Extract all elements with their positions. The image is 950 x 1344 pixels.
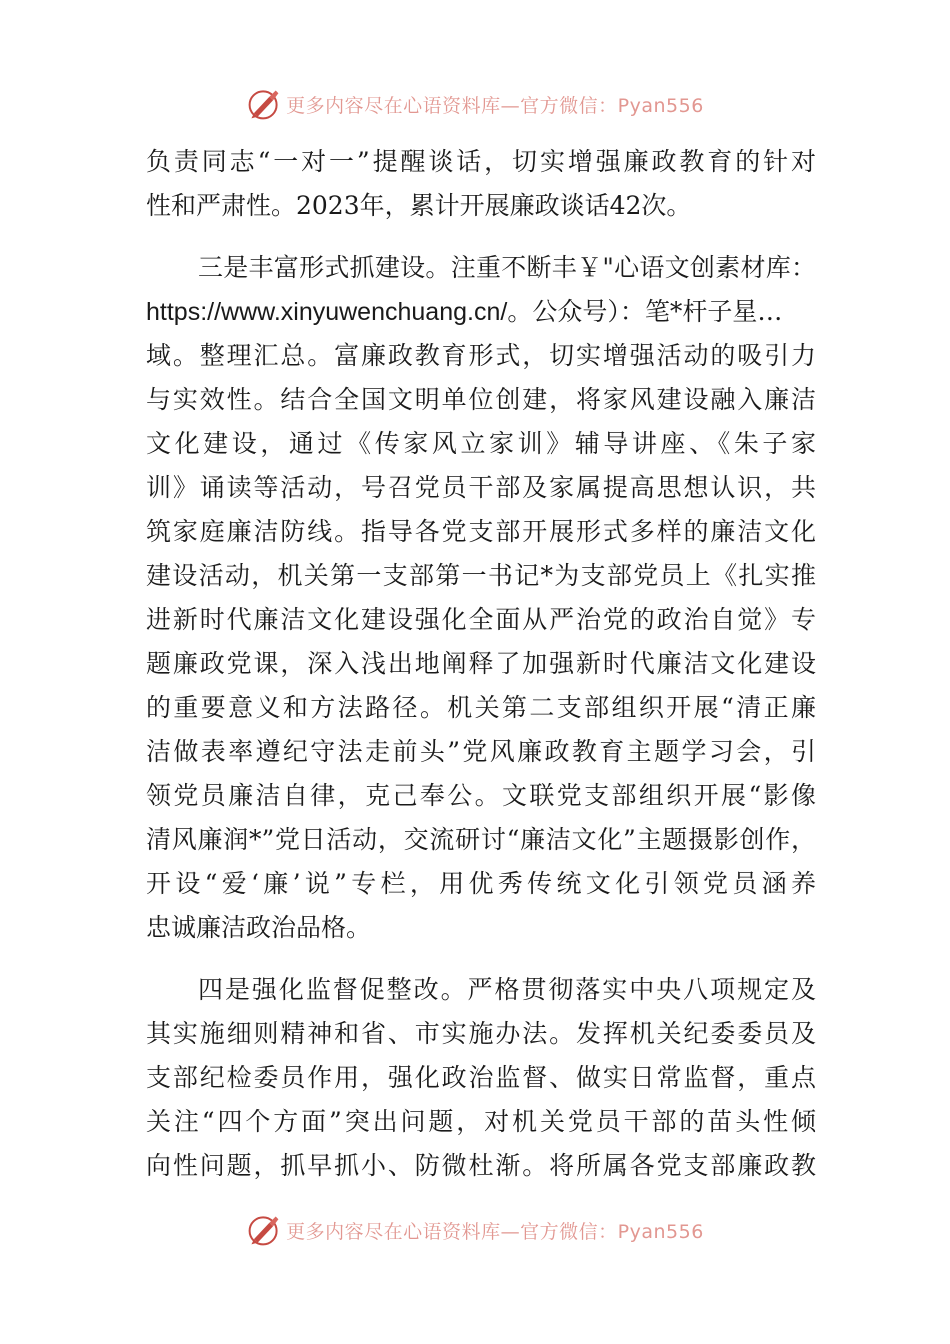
pen-logo-icon: [246, 86, 282, 122]
text-line: 洁做表率遵纪守法走前头”党风廉政教育主题学习会，引: [146, 737, 816, 766]
text-line: 性和严肃性。2023年，累计开展廉政谈话42次。: [146, 191, 692, 220]
text-fragment: 。公众号）：笔*杆子星…: [507, 297, 783, 326]
banner-label: 更多内容尽在心语资料库—官方微信：: [286, 1220, 618, 1243]
text-line: 的重要意义和方法路径。机关第二支部组织开展“清正廉: [146, 693, 816, 722]
text-line: 筑家庭廉洁防线。指导各党支部开展形式多样的廉洁文化: [146, 517, 816, 546]
text-line: 三是丰富形式抓建设。注重不断丰￥"心语文创素材库：: [198, 253, 816, 282]
text-line: 向性问题，抓早抓小、防微杜渐。将所属各党支部廉政教: [146, 1151, 816, 1180]
text-line: 文化建设，通过《传家风立家训》辅导讲座、《朱子家: [146, 429, 816, 458]
header-banner: [0, 84, 950, 124]
text-line: 忠诚廉洁政治品格。: [146, 913, 372, 942]
banner-wechat-id: Pyan556: [617, 1220, 704, 1243]
text-line: 清风廉润*”党日活动，交流研讨“廉洁文化”主题摄影创作，: [146, 825, 816, 854]
banner-label: 更多内容尽在心语资料库—官方微信：: [286, 94, 618, 117]
text-line: 建设活动，机关第一支部第一书记*为支部党员上《扎实推: [146, 561, 816, 590]
text-line: 四是强化监督促整改。严格贯彻落实中央八项规定及: [198, 975, 816, 1004]
text-line: 领党员廉洁自律，克己奉公。文联党支部组织开展“影像: [146, 781, 816, 810]
text-line: 域。整理汇总。富廉政教育形式，切实增强活动的吸引力: [146, 341, 816, 370]
text-line: 负责同志“一对一”提醒谈话，切实增强廉政教育的针对: [146, 147, 816, 176]
banner-wechat-id: Pyan556: [617, 94, 704, 117]
text-line: 题廉政党课，深入浅出地阐释了加强新时代廉洁文化建设: [146, 649, 816, 678]
text-line: 训》诵读等活动，号召党员干部及家属提高思想认识，共: [146, 473, 816, 502]
banner-text: [286, 91, 704, 118]
text-line: 支部纪检委员作用，强化政治监督、做实日常监督，重点: [146, 1063, 816, 1092]
text-line-with-url: [146, 290, 816, 334]
pen-logo-icon: [246, 1212, 282, 1248]
footer-banner: [0, 1210, 950, 1250]
text-line: 开设“爱‘廉’说”专栏，用优秀传统文化引领党员涵养: [146, 869, 816, 898]
text-line: 其实施细则精神和省、市实施办法。发挥机关纪委委员及: [146, 1019, 816, 1048]
text-line: 关注“四个方面”突出问题，对机关党员干部的苗头性倾: [146, 1107, 816, 1136]
source-url-link[interactable]: https://www.xinyuwenchuang.cn/: [146, 298, 508, 326]
document-body: [146, 140, 816, 1188]
banner-text: [286, 1217, 704, 1244]
text-line: 进新时代廉洁文化建设强化全面从严治党的政治自觉》专: [146, 605, 816, 634]
text-line: 与实效性。结合全国文明单位创建，将家风建设融入廉洁: [146, 385, 816, 414]
